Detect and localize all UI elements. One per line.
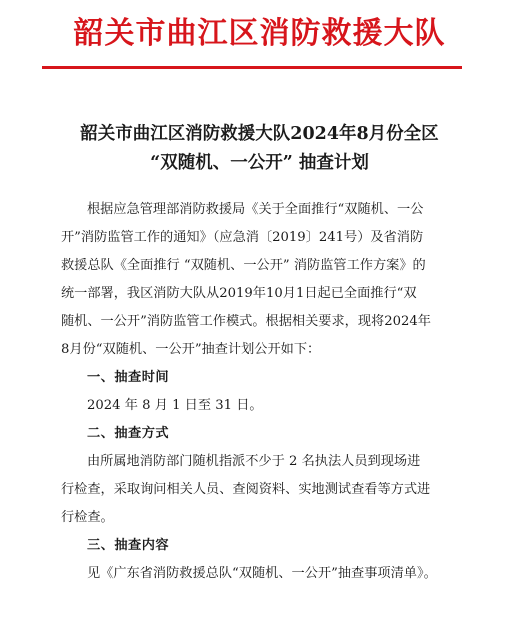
document-title-line-1: 韶关市曲江区消防救援大队2024年8月份全区 bbox=[80, 124, 439, 144]
section-heading-inspection-content: 三、抽查内容 bbox=[87, 538, 170, 553]
section-text: 由所属地消防部门随机指派不少于 2 名执法人员到现场进 bbox=[87, 454, 421, 469]
section-heading-inspection-time: 一、抽查时间 bbox=[87, 370, 170, 385]
intro-line: 随机、一公开”消防监管工作模式。根据相关要求，现将2024年 bbox=[61, 314, 431, 329]
letterhead-red-rule bbox=[42, 66, 462, 69]
intro-line: 救援总队《全面推行 “双随机、一公开” 消防监管工作方案》的 bbox=[61, 258, 426, 273]
document-title-line-2: “双随机、一公开” 抽查计划 bbox=[150, 153, 369, 173]
intro-line: 开”消防监管工作的通知》（应急消〔2019〕241号）及省消防 bbox=[61, 230, 424, 245]
intro-paragraph bbox=[61, 196, 459, 364]
document-body bbox=[61, 196, 459, 588]
section-text: 行检查。 bbox=[61, 510, 114, 525]
section-text: 2024 年 8 月 1 日至 31 日。 bbox=[87, 398, 263, 413]
intro-line: 统一部署，我区消防大队从2019年10月1日起已全面推行“双 bbox=[61, 286, 417, 301]
section-text: 行检查，采取询问相关人员、查阅资料、实地测试查看等方式进 bbox=[61, 482, 431, 497]
intro-line: 8月份“双随机、一公开”抽查计划公开如下： bbox=[61, 342, 321, 357]
section-text: 见《广东省消防救援总队“双随机、一公开”抽查事项清单》。 bbox=[87, 566, 437, 581]
letterhead-org-name: 韶关市曲江区消防救援大队 bbox=[73, 16, 446, 51]
intro-line: 根据应急管理部消防救援局《关于全面推行“双随机、一公 bbox=[87, 202, 424, 217]
section-heading-inspection-method: 二、抽查方式 bbox=[87, 426, 170, 441]
document-title bbox=[0, 120, 519, 178]
